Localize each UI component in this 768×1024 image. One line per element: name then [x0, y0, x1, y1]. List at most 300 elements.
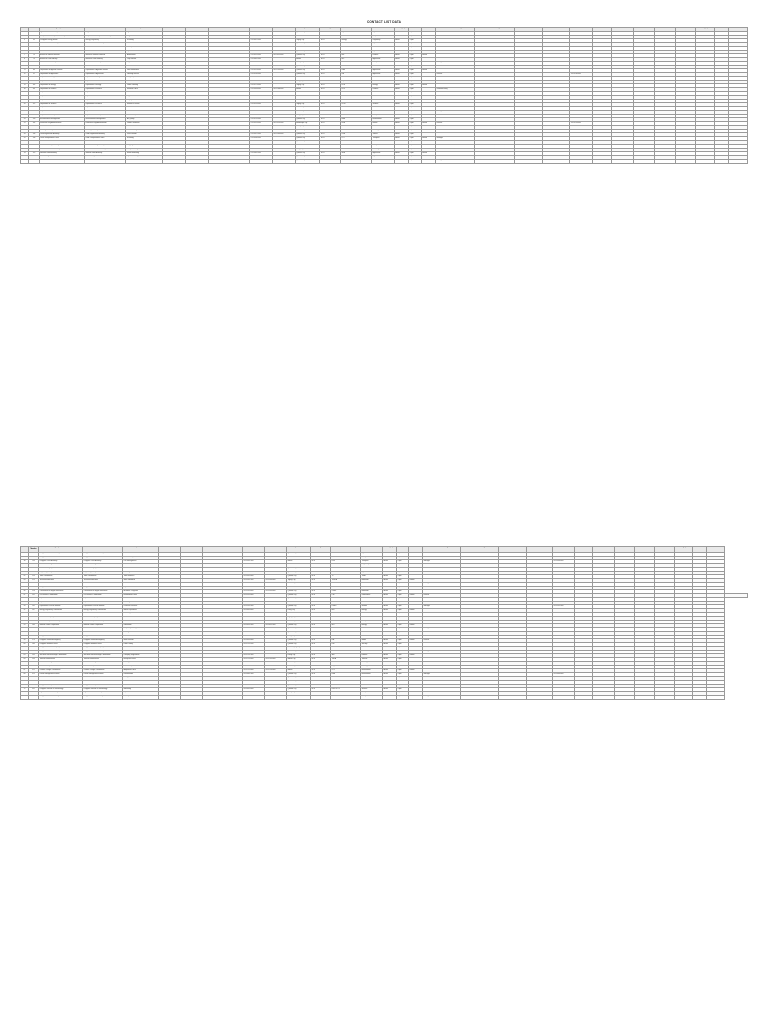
table-cell: 62: [21, 650, 29, 654]
table-cell: PSA: [341, 159, 372, 163]
table-cell: 60: [21, 643, 29, 647]
table-cell: 306: [29, 665, 39, 669]
table-cell: Environment: [361, 669, 383, 673]
table-cell: Active: [383, 579, 397, 583]
table-cell: Issued: [421, 114, 435, 118]
column-header: City / Province: [295, 28, 320, 32]
table-cell: 72: [21, 688, 29, 692]
table-cell: Commission on Audit: [39, 65, 84, 69]
table-cell: Open: [409, 39, 421, 43]
column-header: Email Addresses 2: [543, 28, 570, 32]
table-cell: 86: [29, 69, 39, 73]
table-cell: Open: [409, 65, 421, 69]
table-cell: 012-0111-000: [250, 65, 273, 69]
table-cell: Regional Office 1: [85, 31, 126, 35]
table-cell: Metro Development Authority: [83, 620, 123, 624]
table-cell: Adaptation Office: [123, 669, 159, 673]
table-cell: NHA: [341, 129, 372, 133]
table-cell: Open: [409, 76, 421, 80]
column-header: Contact Person / Designation: [436, 28, 475, 32]
table-cell: Utilities: [361, 680, 383, 684]
column-header: Tel. Number 3: [611, 28, 634, 32]
table-cell: [461, 695, 499, 699]
table-cell: Justice: [361, 631, 383, 635]
table-cell: Agriculture: [372, 43, 395, 47]
table-cell: [725, 594, 748, 598]
table-cell: Pasig City: [295, 114, 320, 118]
table-cell: Philippine Atmospheric Services: [39, 684, 83, 688]
table-cell: Issued: [421, 84, 435, 88]
column-header: Communication: [372, 28, 395, 32]
table-cell: Data Services: [123, 650, 159, 654]
table-cell: Open: [409, 129, 421, 133]
table-cell: Agriculture: [372, 73, 395, 77]
table-cell: NCR: [320, 92, 341, 96]
table-cell: Open: [397, 594, 409, 598]
table-cell: Open: [397, 590, 409, 594]
table-cell: National Food Authority: [39, 152, 84, 156]
table-cell: Finance: [372, 54, 395, 58]
table-cell: Energy Regulatory Commission: [83, 609, 123, 613]
table-cell: Land Registration Authority: [39, 133, 84, 137]
table-cell: Member Services: [126, 125, 163, 129]
table-cell: Active: [383, 567, 397, 571]
table-cell: 46: [21, 590, 29, 594]
table-cell: Marine Safety: [123, 556, 159, 560]
column-header: Tel. Number 2: [570, 28, 593, 32]
column-header: Category 2: [696, 28, 715, 32]
table-cell: Active: [394, 43, 408, 47]
table-cell: 65: [21, 661, 29, 665]
table-cell: Manager: [423, 560, 461, 564]
table-cell: National Statistics Office: [85, 159, 126, 163]
table-cell: Department of Energy: [39, 84, 84, 88]
table-cell: Utilities: [372, 140, 395, 144]
table-cell: Department of Social Welfare: [83, 605, 123, 609]
table-cell: Philippine National Police: [39, 643, 83, 647]
column-header: Contact Name 1: [159, 547, 181, 553]
table-cell: Weather Division: [123, 684, 159, 688]
table-cell: Energy Regulatory: [85, 39, 126, 43]
table-cell: Civil Aviation Authority: [39, 61, 84, 65]
table-cell: 012-0435-000: [243, 556, 265, 560]
table-cell: DAR: [341, 69, 372, 73]
table-cell: 10: [21, 65, 29, 69]
table-cell: NCR: [311, 624, 331, 628]
table-cell: [655, 695, 675, 699]
table-cell: Manager: [423, 605, 461, 609]
table-cell: 299: [29, 658, 39, 662]
table-cell: Makati City: [287, 665, 311, 669]
table-cell: Academic Programs: [123, 590, 159, 594]
table-cell: Open: [409, 95, 421, 99]
table-cell: 42: [29, 31, 39, 35]
table-cell: Energy: [361, 624, 383, 628]
table-cell: 012-0627-000: [243, 616, 265, 620]
table-cell: Benefits Division: [123, 567, 159, 571]
table-cell: Employment Bureau: [126, 99, 163, 103]
table-cell: 274: [29, 635, 39, 639]
table-cell: Issued: [421, 61, 435, 65]
table-cell: 012-0507-000: [243, 579, 265, 583]
table-cell: Mandaluyong City: [287, 646, 311, 650]
table-cell: 78: [29, 61, 39, 65]
table-cell: 012-0567-000: [243, 597, 265, 601]
table-cell: Philippine Health Insurance: [83, 635, 123, 639]
table-cell: 012-0616-000: [265, 613, 287, 617]
table-cell: Department of Agrarian Reform: [39, 69, 84, 73]
table-cell: NCR: [320, 43, 341, 47]
table-cell: 012-0327-000: [250, 133, 273, 137]
table-cell: Tourism Infrastructure: [83, 658, 123, 662]
table-cell: Cooperative: [372, 35, 395, 39]
table-cell: LTO: [341, 137, 372, 141]
column-header: Region: [320, 28, 341, 32]
table-cell: Philippine Ports Authority: [39, 560, 83, 564]
table-cell: News Division: [123, 639, 159, 643]
table-cell: EMB: [341, 118, 372, 122]
table-cell: 64: [21, 658, 29, 662]
table-cell: National Housing Finance: [39, 661, 83, 665]
table-cell: 012-0436-000: [265, 556, 287, 560]
table-cell: SRA: [331, 571, 361, 575]
table-cell: Open: [409, 61, 421, 65]
table-cell: 30: [21, 140, 29, 144]
table-cell: Monitoring: [123, 688, 159, 692]
table-cell: 012-0123-000: [250, 69, 273, 73]
table-cell: 012-0219-000: [250, 99, 273, 103]
table-cell: [570, 159, 593, 163]
table-cell: Research Council: [126, 103, 163, 107]
table-cell: Active: [383, 643, 397, 647]
table-cell: 012-0723-000: [243, 646, 265, 650]
table-cell: Open: [397, 639, 409, 643]
table-cell: Quezon City: [295, 156, 320, 160]
table-cell: Local Water Utilities: [85, 140, 126, 144]
table-cell: Pasig City: [295, 80, 320, 84]
table-cell: Civil Service Commission: [39, 594, 83, 598]
table-cell: Manila: [287, 601, 311, 605]
table-cell: Active: [383, 650, 397, 654]
table-cell: 012-0171-000: [250, 84, 273, 88]
column-header: Status: [397, 547, 409, 553]
table-cell: Public Safety: [123, 643, 159, 647]
table-cell: NCR: [320, 50, 341, 54]
table-cell: Market Operations: [123, 609, 159, 613]
table-cell: NCR: [320, 125, 341, 129]
table-cell: Active: [383, 646, 397, 650]
table-cell: GSIS: [341, 125, 372, 129]
table-cell: Issued: [421, 46, 435, 50]
table-cell: Securities and Exchange Commission: [83, 654, 123, 658]
table-cell: Licensure Office: [123, 564, 159, 568]
table-cell: Active: [383, 680, 397, 684]
table-cell: NWRB: [331, 680, 361, 684]
table-cell: Open: [397, 560, 409, 564]
column-header: Contact Details: [654, 28, 675, 32]
table-cell: BPI: [341, 58, 372, 62]
table-cell: Taguig City: [295, 39, 320, 43]
table-cell: 163: [29, 140, 39, 144]
table-cell: Open: [409, 140, 421, 144]
table-cell: NCR: [320, 80, 341, 84]
table-cell: NCR: [311, 673, 331, 677]
table-cell: BOC: [341, 46, 372, 50]
table-cell: Quezon City: [287, 624, 311, 628]
table-cell: Active: [394, 140, 408, 144]
table-cell: Active: [394, 110, 408, 114]
table-cell: Company Registration: [123, 654, 159, 658]
table-cell: Active: [394, 35, 408, 39]
table-cell: NCR: [311, 680, 331, 684]
table-cell: Department of Tourism: [39, 107, 84, 111]
table-cell: Government Service Insurance: [39, 125, 84, 129]
table-cell: Quezon City: [295, 31, 320, 35]
table-cell: Open: [397, 552, 409, 556]
table-cell: Active: [383, 605, 397, 609]
table-cell: Tariff Commission: [39, 575, 83, 579]
table-cell: Professional Regulation: [83, 564, 123, 568]
column-header: Website: [693, 547, 707, 553]
table-cell: DA: [341, 73, 372, 77]
table-cell: Issued: [421, 144, 435, 148]
table-cell: Department of Social Welfare: [39, 605, 83, 609]
table-cell: NCR: [311, 560, 331, 564]
table-cell: PAGASA: [331, 684, 361, 688]
table-cell: 47: [21, 594, 29, 598]
table-cell: Intellectual Property Office: [39, 616, 83, 620]
table-cell: 247: [29, 609, 39, 613]
table-cell: NHMFC: [331, 661, 361, 665]
table-cell: Manila: [295, 95, 320, 99]
table-cell: Curriculum: [126, 80, 163, 84]
table-cell: 131: [29, 110, 39, 114]
table-cell: Trade: [361, 575, 383, 579]
table-cell: Director: [423, 639, 461, 643]
table-cell: Open: [409, 125, 421, 129]
table-cell: PPA: [331, 560, 361, 564]
table-cell: Department of Interior: [39, 597, 83, 601]
table-cell: BAI: [341, 43, 372, 47]
table-cell: 3: [21, 39, 29, 43]
table-cell: 012-0555-000: [243, 594, 265, 598]
table-cell: 71: [21, 684, 29, 688]
table-cell: 29: [21, 137, 29, 141]
table-cell: Department of Health: [39, 92, 84, 96]
table-cell: Makati City: [295, 107, 320, 111]
table-cell: Director: [423, 661, 461, 665]
table-cell: 012-0663-000: [243, 628, 265, 632]
table-cell: Active: [394, 103, 408, 107]
column-header: Fax: [265, 547, 287, 553]
table-cell: Security: [361, 643, 383, 647]
table-cell: Active: [383, 597, 397, 601]
table-cell: 012-0147-000: [250, 76, 273, 80]
table-cell: [707, 695, 725, 699]
table-cell: NCR: [311, 582, 331, 586]
table-cell: Governance: [361, 597, 383, 601]
table-cell: Open: [397, 616, 409, 620]
table-cell: Active: [394, 61, 408, 65]
table-cell: Quezon City: [287, 673, 311, 677]
column-header: Email Addresses: [208, 28, 249, 32]
table-cell: Land Transport: [126, 114, 163, 118]
table-cell: Planning Office: [123, 571, 159, 575]
table-cell: Philippine Statistics Authority: [83, 650, 123, 654]
table-cell: 012-0808-000: [553, 673, 575, 677]
column-header: Official Name: [85, 28, 126, 32]
table-cell: IC: [331, 613, 361, 617]
table-cell: 37: [21, 556, 29, 560]
table-cell: SSS: [331, 567, 361, 571]
table-cell: NCR: [311, 571, 331, 575]
table-cell: Quezon City: [295, 50, 320, 54]
table-cell: 338: [29, 695, 39, 699]
table-cell: Bureau of Animal Industry: [85, 43, 126, 47]
column-header: Category: [394, 28, 408, 32]
table-cell: 012-0256-000: [272, 110, 295, 114]
table-cell: Makati City: [287, 582, 311, 586]
table-cell: NCR: [311, 620, 331, 624]
table-cell: Planning: [372, 148, 395, 152]
table-cell: Active: [394, 159, 408, 163]
table-cell: 16: [21, 88, 29, 92]
table-cell: Open: [409, 103, 421, 107]
table-cell: Active: [394, 156, 408, 160]
table-cell: DILG: [331, 597, 361, 601]
table-cell: 012-0135-000: [250, 73, 273, 77]
table-cell: Department of Finance: [85, 88, 126, 92]
table-cell: 83: [29, 65, 39, 69]
table-cell: 98: [29, 80, 39, 84]
table-cell: 290: [29, 650, 39, 654]
table-cell: Issued: [421, 152, 435, 156]
table-cell: NCR: [320, 129, 341, 133]
table-cell: Audit: [372, 65, 395, 69]
table-cell: Active: [394, 46, 408, 50]
table-cell: 012-0687-000: [243, 635, 265, 639]
table-cell: 111: [29, 92, 39, 96]
table-cell: Pasay City: [287, 654, 311, 658]
table-cell: Pasig City: [287, 635, 311, 639]
table-cell: Regulatory: [372, 39, 395, 43]
table-cell: Director: [436, 46, 475, 50]
table-cell: 5: [21, 46, 29, 50]
table-cell: 012-0339-000: [250, 137, 273, 141]
table-cell: NCR: [320, 73, 341, 77]
table-cell: NCR: [311, 695, 331, 699]
table-cell: Energy Regulatory Commission: [39, 609, 83, 613]
table-cell: NCR: [311, 654, 331, 658]
table-cell: Open: [397, 688, 409, 692]
table-cell: 61: [29, 46, 39, 50]
table-cell: 54: [21, 620, 29, 624]
table-cell: Agriculture: [372, 156, 395, 160]
table-cell: Tariff Research: [123, 575, 159, 579]
table-cell: Philippine National Railways: [39, 695, 83, 699]
table-cell: Operations: [123, 692, 159, 696]
table-cell: Open: [409, 114, 421, 118]
table-cell: Quezon City: [295, 159, 320, 163]
table-cell: Issued: [409, 594, 423, 598]
table-cell: Open: [397, 613, 409, 617]
table-cell: Philippine Overseas Employment: [83, 646, 123, 650]
column-header: Website: [714, 28, 728, 32]
table-cell: 22: [21, 110, 29, 114]
table-cell: Housing: [361, 665, 383, 669]
table-cell: NCR: [311, 564, 331, 568]
table-cell: Open: [409, 80, 421, 84]
table-cell: NCR: [320, 95, 341, 99]
table-cell: 012-0519-000: [243, 582, 265, 586]
column-header: Communication 2: [655, 547, 675, 553]
table-cell: Open: [397, 628, 409, 632]
table-cell: NPC: [331, 624, 361, 628]
table-cell: Open: [397, 654, 409, 658]
table-cell: 20: [21, 103, 29, 107]
column-header: Contact Person Email: [499, 547, 527, 553]
table-cell: 012-0579-000: [243, 601, 265, 605]
table-cell: Agriculture: [372, 69, 395, 73]
table-cell: Open: [409, 73, 421, 77]
table-cell: Active: [394, 137, 408, 141]
table-cell: Philippine National Railways: [83, 695, 123, 699]
table-cell: 15: [21, 84, 29, 88]
table-cell: 012-0807-000: [243, 673, 265, 677]
table-cell: 50: [21, 605, 29, 609]
table-cell: 012-0027-000: [250, 39, 273, 43]
table-cell: Media: [361, 639, 383, 643]
table-row: [21, 159, 748, 163]
table-cell: Issued: [421, 99, 435, 103]
table-cell: Manila: [287, 669, 311, 673]
table-cell: Open: [397, 684, 409, 688]
table-cell: NCR: [311, 601, 331, 605]
table-cell: CAA: [341, 61, 372, 65]
table-cell: Local Government: [123, 597, 159, 601]
table-cell: 48: [21, 597, 29, 601]
table-cell: Department of Trade: [85, 110, 126, 114]
table-cell: PCG: [331, 556, 361, 560]
table-cell: Manager: [423, 582, 461, 586]
table-cell: Bureau of Plant Industry: [85, 58, 126, 62]
table-cell: Director: [423, 571, 461, 575]
table-cell: 267: [29, 628, 39, 632]
table-cell: Supervision Sector: [123, 586, 159, 590]
table-cell: Manila: [295, 99, 320, 103]
table-cell: Open: [409, 92, 421, 96]
column-header: No.: [21, 28, 29, 32]
table-cell: 012-0783-000: [243, 665, 265, 669]
table-cell: Issued: [421, 69, 435, 73]
table-cell: TESDA: [331, 579, 361, 583]
table-cell: NCR: [320, 114, 341, 118]
table-cell: TC: [331, 575, 361, 579]
table-cell: Science: [361, 688, 383, 692]
table-cell: 012-0543-000: [243, 590, 265, 594]
table-cell: PCA: [331, 552, 361, 556]
table-cell: 315: [29, 673, 39, 677]
table-cell: Tariff Commission: [83, 575, 123, 579]
table-cell: National Economic Authority: [39, 148, 84, 152]
table-cell: DSWD: [331, 605, 361, 609]
table-cell: 012-0795-000: [243, 669, 265, 673]
table-cell: 318: [29, 677, 39, 681]
table-cell: 012-0159-000: [250, 80, 273, 84]
column-header: ID Number: [30, 547, 37, 551]
table-cell: 52: [21, 613, 29, 617]
table-cell: 012-0867-000: [243, 692, 265, 696]
